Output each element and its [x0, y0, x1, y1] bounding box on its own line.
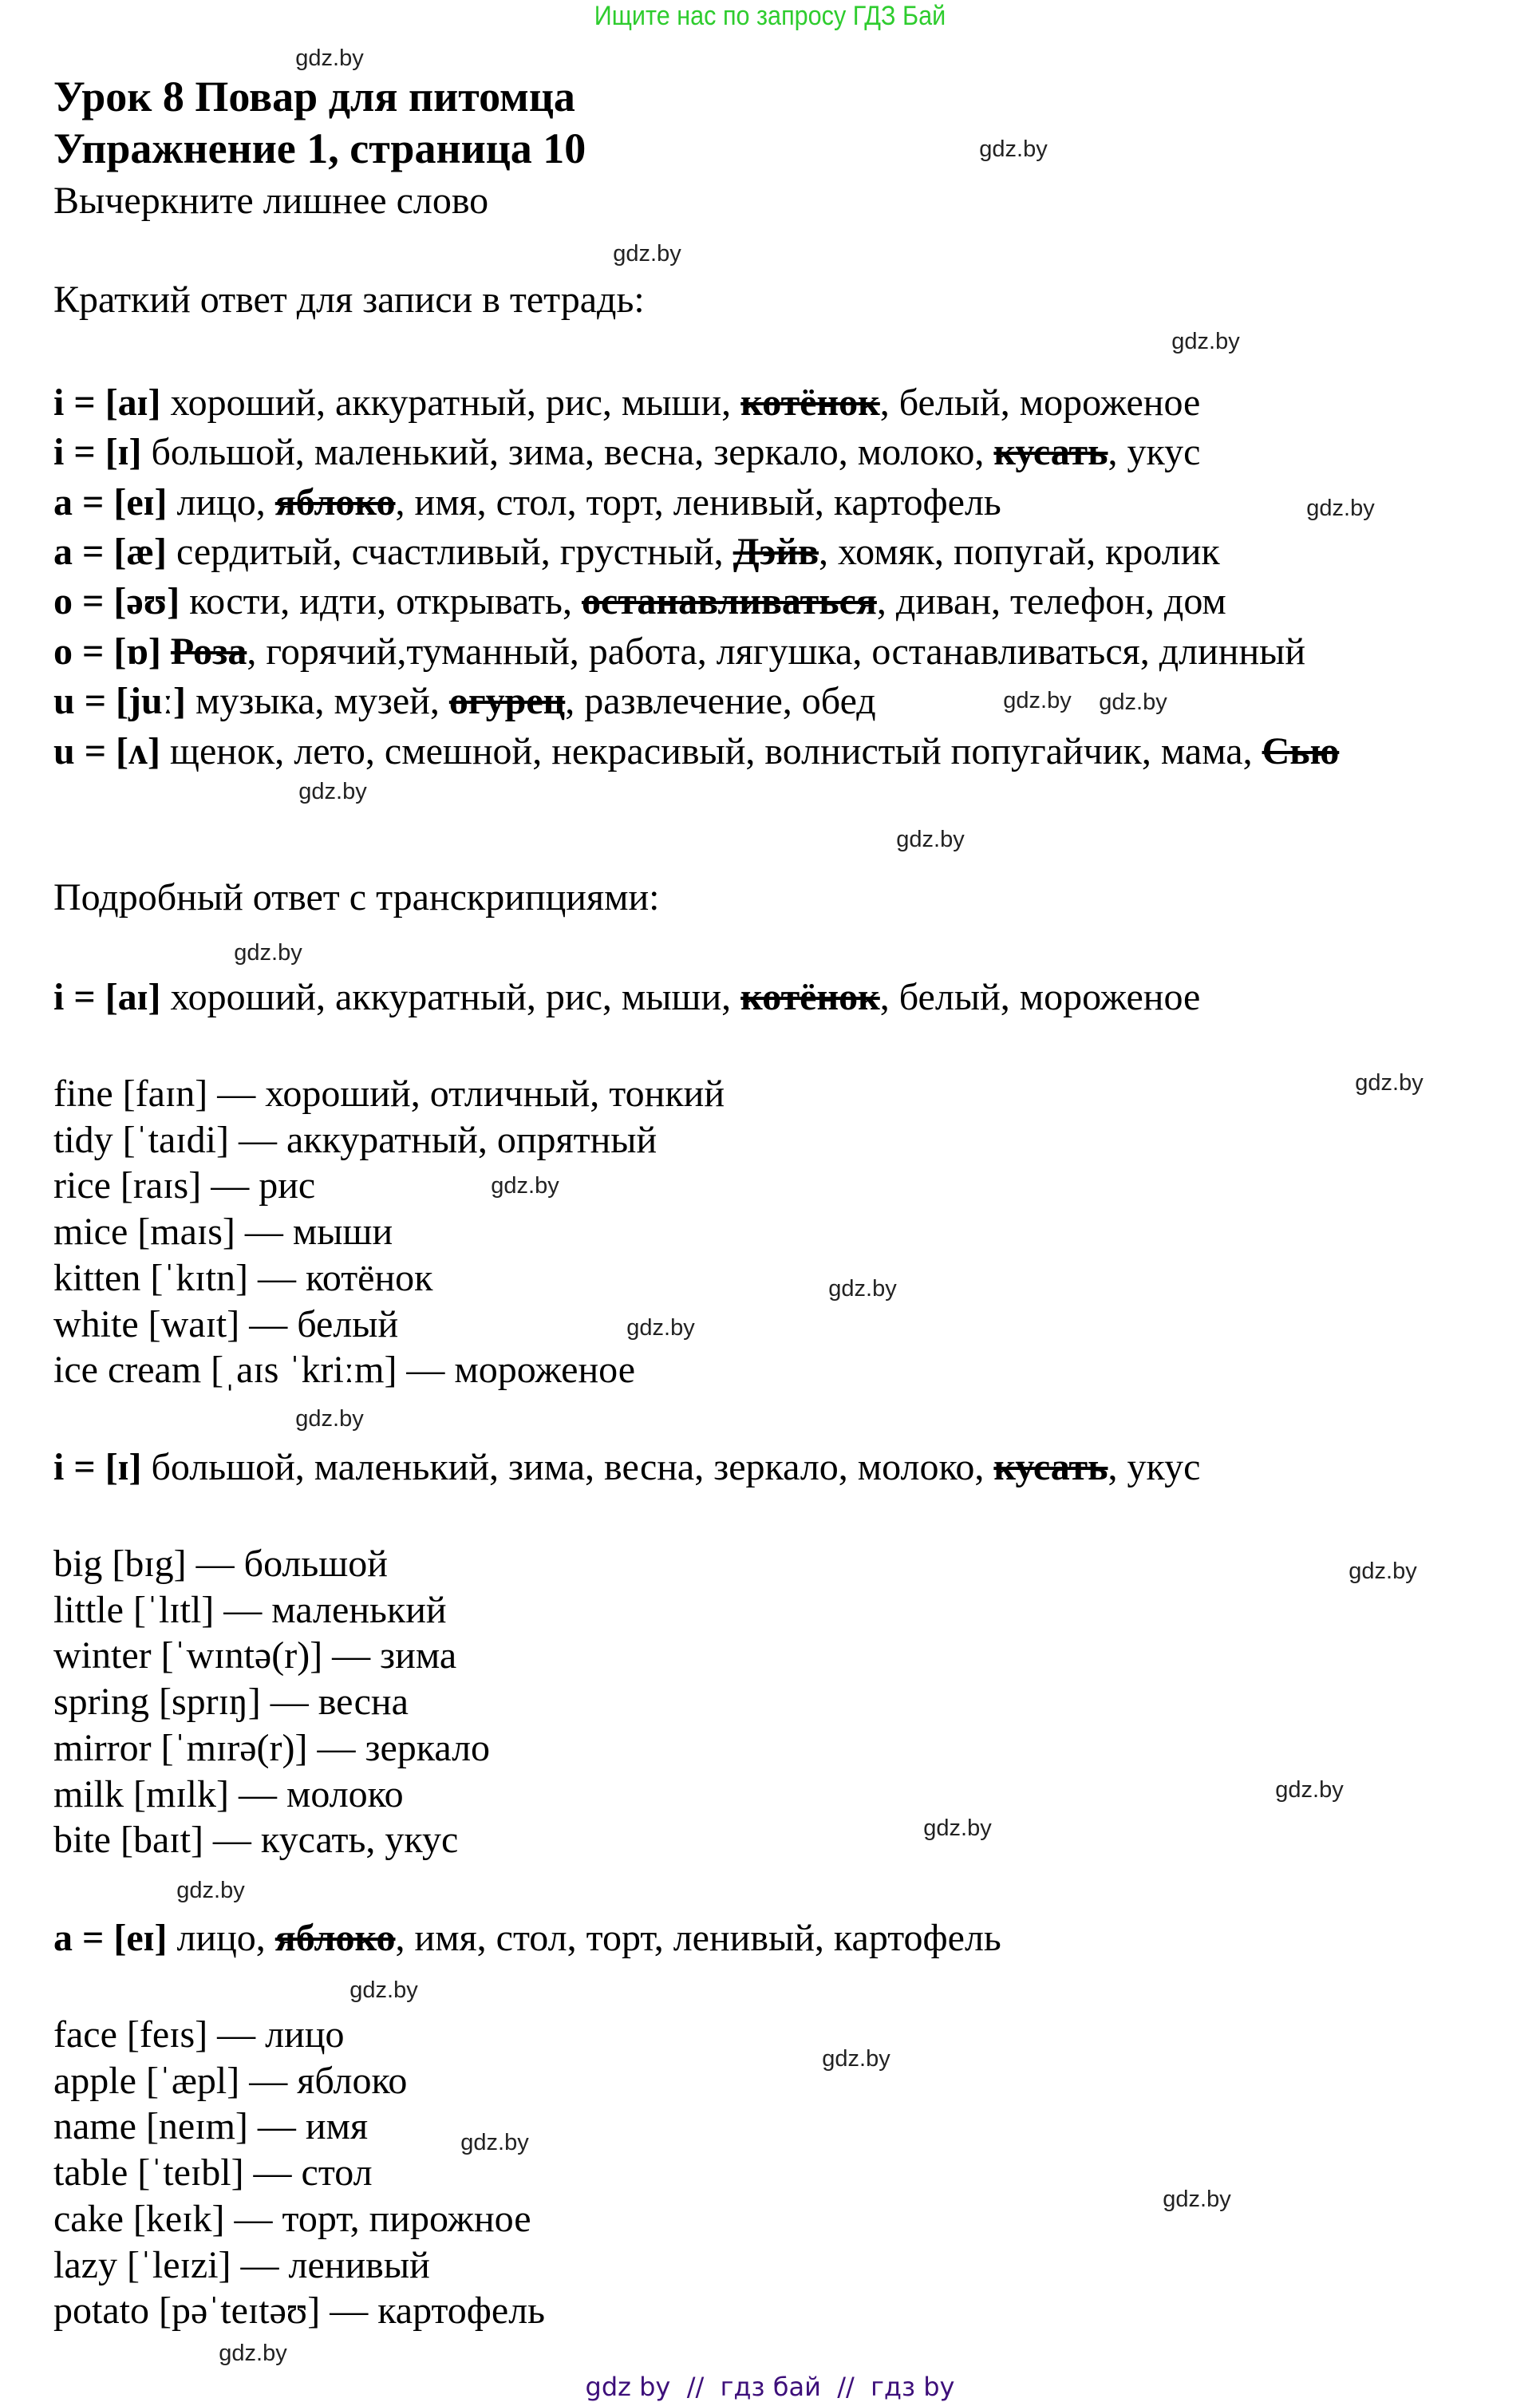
answer-line [53, 528, 1220, 576]
answer-line [53, 728, 1476, 776]
vocabulary-item: milk [mɪlk] — молоко [53, 1772, 404, 1815]
watermark: gdz.by [460, 2130, 529, 2155]
vocabulary-item: big [bɪg] — большой [53, 1543, 388, 1585]
watermark: gdz.by [923, 1815, 992, 1841]
answer-line [53, 479, 1001, 527]
vocabulary-item: name [neɪm] — имя [53, 2105, 369, 2148]
words-after: , белый, мороженое [879, 381, 1201, 424]
watermark: gdz.by [1163, 2187, 1231, 2212]
watermark: gdz.by [822, 2046, 890, 2072]
watermark: gdz.by [1275, 1777, 1344, 1803]
watermark: gdz.by [979, 136, 1048, 162]
struck-word: котёнок [740, 976, 880, 1018]
search-banner[interactable]: Ищите нас по запросу ГДЗ Бай [594, 1, 946, 31]
words-after: , диван, телефон, дом [876, 580, 1226, 622]
watermark: gdz.by [1099, 689, 1167, 715]
answer-line [53, 1444, 1200, 1491]
vocabulary-item: winter [ˈwɪntə(r)] — зима [53, 1634, 457, 1677]
sound-prefix: i = [ɪ] [53, 1446, 142, 1488]
struck-word: кусать [993, 1446, 1108, 1488]
vocabulary-item: cake [keɪk] — торт, пирожное [53, 2197, 531, 2240]
struck-word: кусать [993, 431, 1108, 473]
words-before: кости, идти, открывать, [180, 580, 582, 622]
vocabulary-item: little [ˈlɪtl] — маленький [53, 1588, 447, 1631]
vocabulary-item: table [ˈteɪbl] — стол [53, 2151, 373, 2195]
vocabulary-item: ice cream [ˌaɪs ˈkriːm] — мороженое [53, 1349, 636, 1392]
vocabulary-item: tidy [ˈtaɪdi] — аккуратный, опрятный [53, 1118, 657, 1161]
answer-line [53, 1914, 1001, 1962]
vocabulary-item: apple [ˈæpl] — яблоко [53, 2059, 408, 2102]
words-before: хороший, аккуратный, рис, мыши, [160, 976, 741, 1018]
watermark: gdz.by [349, 1977, 418, 2003]
watermark: gdz.by [491, 1173, 559, 1199]
watermark: gdz.by [613, 241, 681, 267]
words-before: музыка, музей, [186, 680, 449, 722]
vocabulary-item: bite [baɪt] — кусать, укус [53, 1819, 459, 1862]
detailed-answer-title: Подробный ответ с транскрипциями: [53, 876, 660, 919]
exercise-title: Упражнение 1, страница 10 [53, 124, 586, 172]
sound-prefix: i = [aɪ] [53, 381, 161, 424]
words-after: , белый, мороженое [879, 976, 1201, 1018]
sound-prefix: o = [əʊ] [53, 580, 180, 622]
watermark: gdz.by [1355, 1070, 1424, 1096]
answer-line [53, 578, 1226, 626]
short-answer-title: Краткий ответ для записи в тетрадь: [53, 279, 645, 321]
watermark: gdz.by [1171, 329, 1240, 354]
words-after: , горячий,туманный, работа, лягушка, останавливаться, длинный [247, 630, 1306, 673]
watermark: gdz.by [219, 2341, 287, 2366]
answer-line [53, 429, 1200, 476]
struck-word: Сью [1262, 730, 1340, 772]
words-before: хороший, аккуратный, рис, мыши, [160, 381, 741, 424]
vocabulary-item: mice [maɪs] — мыши [53, 1211, 393, 1254]
words-after: , укус [1108, 431, 1201, 473]
vocabulary-item: kitten [ˈkɪtn] — котёнок [53, 1256, 433, 1299]
sound-prefix: u = [juː] [53, 680, 187, 722]
sound-prefix: a = [eɪ] [53, 481, 168, 523]
watermark: gdz.by [295, 1406, 364, 1432]
struck-word: останавливаться [581, 580, 877, 622]
words-after: , хомяк, попугай, кролик [819, 531, 1220, 573]
lesson-title: Урок 8 Повар для питомца [53, 73, 575, 120]
sound-prefix: a = [eɪ] [53, 1917, 168, 1959]
sound-prefix: i = [aɪ] [53, 976, 161, 1018]
words-after: , имя, стол, торт, ленивый, картофель [395, 1917, 1001, 1959]
words-before: лицо, [167, 481, 275, 523]
answer-line [53, 678, 876, 725]
words-after: , имя, стол, торт, ленивый, картофель [395, 481, 1001, 523]
watermark: gdz.by [234, 940, 302, 966]
struck-word: огурец [448, 680, 566, 722]
struck-word: Дэйв [732, 531, 819, 573]
watermark: gdz.by [298, 779, 367, 804]
words-before: большой, маленький, зима, весна, зеркало, молоко, [141, 431, 994, 473]
words-before: щенок, лето, смешной, некрасивый, волнистый попугайчик, мама, [160, 730, 1262, 772]
vocabulary-item: spring [sprɪŋ] — весна [53, 1681, 409, 1724]
watermark: gdz.by [828, 1276, 897, 1302]
answer-line [53, 379, 1200, 427]
footer-links[interactable]: gdz by // гдз бай // гдз by [585, 2372, 955, 2402]
watermark: gdz.by [626, 1315, 695, 1341]
words-before: сердитый, счастливый, грустный, [166, 531, 733, 573]
watermark: gdz.by [896, 827, 965, 852]
watermark: gdz.by [1306, 496, 1375, 521]
vocabulary-item: potato [pəˈteɪtəʊ] — картофель [53, 2289, 546, 2333]
words-before: лицо, [167, 1917, 275, 1959]
sound-prefix: i = [ɪ] [53, 431, 142, 473]
watermark: gdz.by [1348, 1559, 1417, 1584]
vocabulary-item: face [feɪs] — лицо [53, 2013, 345, 2056]
words-before [161, 630, 171, 673]
sound-prefix: o = [ɒ] [53, 630, 161, 673]
watermark: gdz.by [1003, 688, 1072, 713]
answer-line [53, 628, 1305, 676]
struck-word: Роза [170, 630, 247, 673]
vocabulary-item: mirror [ˈmɪrə(r)] — зеркало [53, 1726, 491, 1769]
struck-word: яблоко [274, 481, 396, 523]
vocabulary-item: rice [raɪs] — рис [53, 1164, 316, 1207]
sound-prefix: a = [æ] [53, 531, 167, 573]
answer-line [53, 974, 1200, 1021]
task-text: Вычеркните лишнее слово [53, 180, 489, 222]
vocabulary-item: fine [faɪn] — хороший, отличный, тонкий [53, 1073, 725, 1115]
words-after: , развлечение, обед [565, 680, 876, 722]
watermark: gdz.by [176, 1878, 245, 1903]
vocabulary-item: lazy [ˈleɪzi] — ленивый [53, 2243, 430, 2286]
watermark: gdz.by [295, 45, 364, 71]
struck-word: яблоко [274, 1917, 396, 1959]
sound-prefix: u = [ʌ] [53, 730, 161, 772]
vocabulary-item: white [waɪt] — белый [53, 1302, 399, 1345]
struck-word: котёнок [740, 381, 880, 424]
words-after: , укус [1108, 1446, 1201, 1488]
words-before: большой, маленький, зима, весна, зеркало, молоко, [141, 1446, 994, 1488]
